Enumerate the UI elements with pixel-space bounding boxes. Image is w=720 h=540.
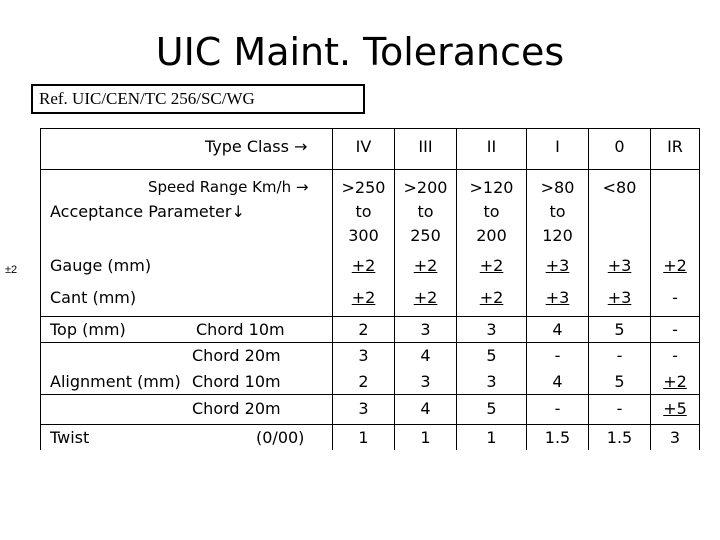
gauge-ii: +2 — [479, 256, 504, 275]
align10-ir: +2 — [663, 372, 687, 391]
type-class-label: Type Class → — [205, 137, 308, 156]
reference-box: Ref. UIC/CEN/TC 256/SC/WG — [31, 84, 365, 114]
speed-range-iv: >250 to 300 — [341, 178, 386, 245]
top20-ir: - — [672, 346, 678, 365]
twist-0: 1.5 — [606, 428, 633, 447]
cant-ii: +2 — [479, 288, 504, 307]
align10-ii: 3 — [486, 372, 497, 391]
cant-iii: +2 — [413, 288, 438, 307]
class-ir: IR — [667, 137, 683, 156]
align20-iii: 4 — [420, 399, 431, 418]
speed-range-i: >80 to 120 — [540, 178, 575, 245]
class-0: 0 — [614, 137, 625, 156]
tolerance-table — [40, 128, 700, 450]
row-divider — [40, 394, 700, 395]
class-iv: IV — [355, 137, 372, 156]
align10-i: 4 — [552, 372, 563, 391]
twist-iv: 1 — [358, 428, 369, 447]
top10-ir: - — [672, 320, 678, 339]
alignment-chord-20-label: Chord 20m — [192, 399, 281, 418]
top20-iv: 3 — [358, 346, 369, 365]
top20-0: - — [616, 346, 623, 365]
speed-range-iii: >200 to 250 — [403, 178, 448, 245]
alignment-label: Alignment (mm) — [50, 372, 181, 391]
row-divider — [40, 342, 700, 343]
gauge-ir: +2 — [663, 256, 687, 275]
row-divider — [40, 169, 700, 170]
top10-0: 5 — [614, 320, 625, 339]
align20-0: - — [616, 399, 623, 418]
top10-i: 4 — [552, 320, 563, 339]
twist-unit: (0/00) — [256, 428, 305, 447]
cant-ir: - — [672, 288, 678, 307]
top10-iii: 3 — [420, 320, 431, 339]
class-i: I — [555, 137, 560, 156]
top20-i: - — [554, 346, 561, 365]
top20-ii: 5 — [486, 346, 497, 365]
top10-ii: 3 — [486, 320, 497, 339]
table-border-top — [40, 128, 700, 129]
class-ii: II — [486, 137, 497, 156]
acceptance-parameter-label: Acceptance Parameter↓ — [50, 202, 245, 221]
cant-i: +3 — [545, 288, 570, 307]
align10-0: 5 — [614, 372, 625, 391]
speed-range-ii: >120 to 200 — [469, 178, 514, 245]
top20-iii: 4 — [420, 346, 431, 365]
align20-ii: 5 — [486, 399, 497, 418]
twist-i: 1.5 — [544, 428, 571, 447]
cant-label: Cant (mm) — [50, 288, 137, 307]
align20-iv: 3 — [358, 399, 369, 418]
row-divider — [40, 424, 700, 425]
align10-iv: 2 — [358, 372, 369, 391]
align10-iii: 3 — [420, 372, 431, 391]
top10-iv: 2 — [358, 320, 369, 339]
gauge-label: Gauge (mm) — [50, 256, 152, 275]
speed-range-label: Speed Range Km/h → — [148, 178, 309, 196]
top-label: Top (mm) — [50, 320, 126, 339]
alignment-chord-10-label: Chord 10m — [192, 372, 281, 391]
align20-ir: +5 — [663, 399, 687, 418]
top-chord-10-label: Chord 10m — [196, 320, 285, 339]
table-border-right — [699, 128, 700, 450]
speed-range-0: <80 — [602, 178, 637, 197]
gauge-iv: +2 — [351, 256, 376, 275]
align20-i: - — [554, 399, 561, 418]
table-border-left — [40, 128, 41, 450]
gauge-iii: +2 — [413, 256, 438, 275]
side-note: ±2 — [5, 264, 18, 276]
page-title: UIC Maint. Tolerances — [155, 30, 565, 74]
cant-0: +3 — [607, 288, 632, 307]
class-iii: III — [418, 137, 433, 156]
cant-iv: +2 — [351, 288, 376, 307]
top-chord-20-label: Chord 20m — [192, 346, 281, 365]
twist-ii: 1 — [486, 428, 497, 447]
row-divider — [40, 316, 700, 317]
twist-label: Twist — [50, 428, 90, 447]
gauge-i: +3 — [545, 256, 570, 275]
twist-iii: 1 — [420, 428, 431, 447]
gauge-0: +3 — [607, 256, 632, 275]
twist-ir: 3 — [669, 428, 681, 447]
